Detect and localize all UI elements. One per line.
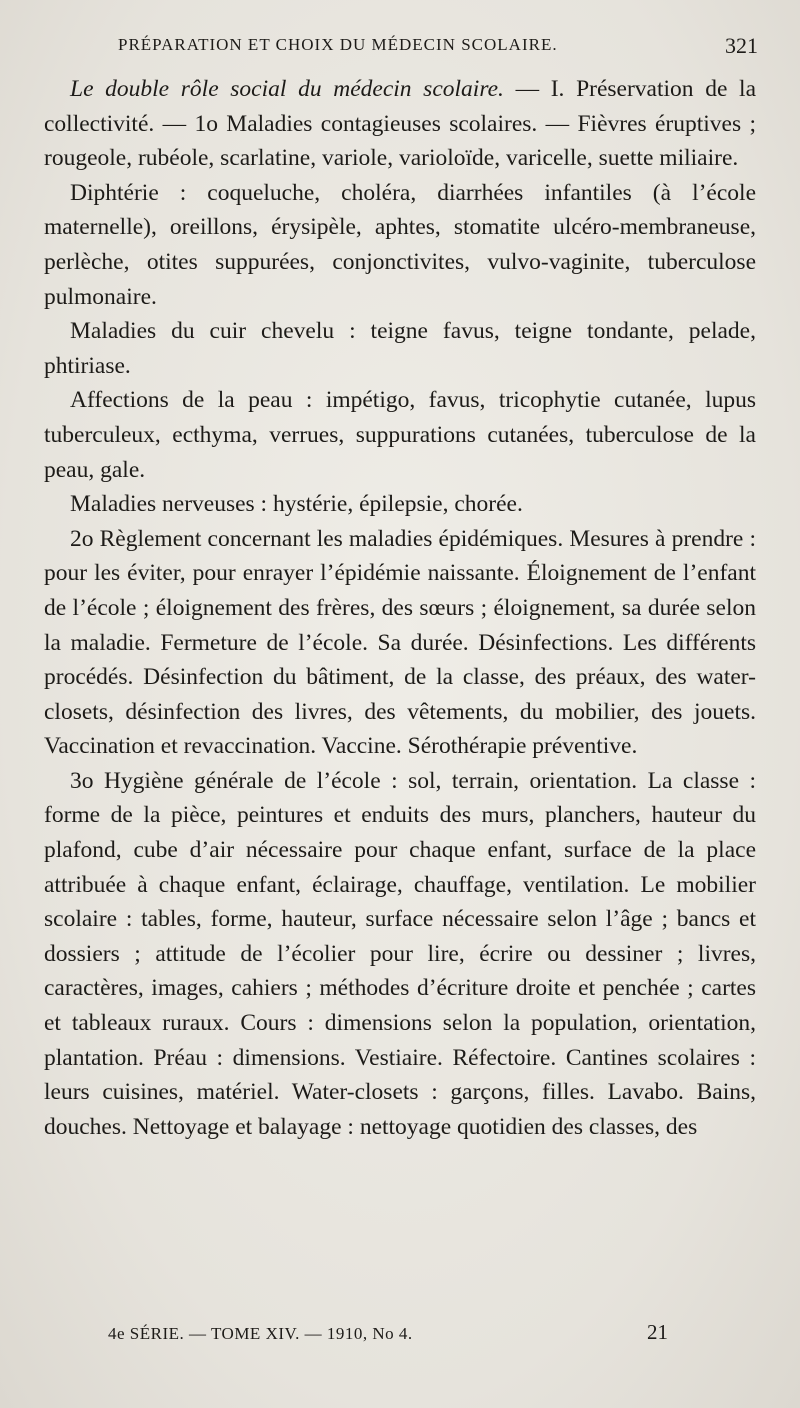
paragraph: Maladies du cuir chevelu : teigne favus, teigne tondante, pelade, phtiriase.	[44, 318, 756, 379]
section-heading: Le double rôle social du médecin scolaire.	[70, 76, 504, 102]
running-title: PRÉPARATION ET CHOIX DU MÉDECIN SCOLAIRE.	[118, 35, 558, 54]
running-header	[118, 33, 758, 61]
paragraph	[44, 72, 756, 176]
paragraph-text: — I. Préservation de la collectivité. — 1o Maladies contagieuses scolaires. — Fièvres éruptives ; rougeole, rubéole, scarlatine, variole, varioloïde, varicelle, suette miliaire.	[44, 76, 757, 172]
paragraph: 3o Hygiène générale de l’école : sol, terrain, orientation. La classe : forme de la pièce, peintures et enduits des murs, planchers, hauteur du plafond, cube d’air nécessaire pour chaque enfant, surface de la place attribuée à chaque enfant, éclairage, chauffage, ventilation. Le mobilier scolaire : tables, forme, hauteur, surface nécessaire selon l’âge ; bancs et dossiers ; attitude de l’écolier pour lire, écrire ou dessiner ; livres, caractères, images, cahiers ; méthodes d’écriture droite et penchée ; cartes et tableaux ruraux. Cours : dimensions selon la population, orientation, plantation. Préau : dimensions. Vestiaire. Réfectoire. Cantines scolaires : leurs cuisines, matériel. Water-closets : garçons, filles. Lavabo. Bains, douches. Nettoyage et balayage : nettoyage quotidien des classes, des	[44, 767, 756, 1140]
page-number: 321	[725, 33, 758, 58]
paragraph: Affections de la peau : impétigo, favus, tricophytie cutanée, lupus tuberculeux, ecthyma, verrues, suppurations cutanées, tuberculose de la peau, gale.	[44, 387, 756, 483]
body-text	[44, 72, 756, 1144]
issue-line: 4e SÉRIE. — TOME XIV. — 1910, No 4.	[108, 1324, 413, 1343]
footer	[108, 1320, 668, 1350]
signature-mark: 21	[647, 1320, 668, 1344]
paragraph: 2o Règlement concernant les maladies épidémiques. Mesures à prendre : pour les éviter, pour enrayer l’épidémie naissante. Éloignement de l’enfant de l’école ; éloignement des frères, des sœurs ; éloignement, sa durée selon la maladie. Fermeture de l’école. Sa durée. Désinfections. Les différents procédés. Désinfection du bâtiment, de la classe, des préaux, des water-closets, désinfection des livres, des vêtements, du mobilier, des jouets. Vaccination et revaccination. Vaccine. Sérothérapie préventive.	[44, 525, 756, 760]
paragraph: Maladies nerveuses : hystérie, épilepsie, chorée.	[70, 491, 523, 518]
paragraph: Diphtérie : coqueluche, choléra, diarrhées infantiles (à l’école maternelle), oreillons, érysipèle, aphtes, stomatite ulcéro-membraneuse, perlèche, otites suppurées, conjonctivites, vulvo-vaginite, tuberculose pulmonaire.	[44, 179, 756, 310]
